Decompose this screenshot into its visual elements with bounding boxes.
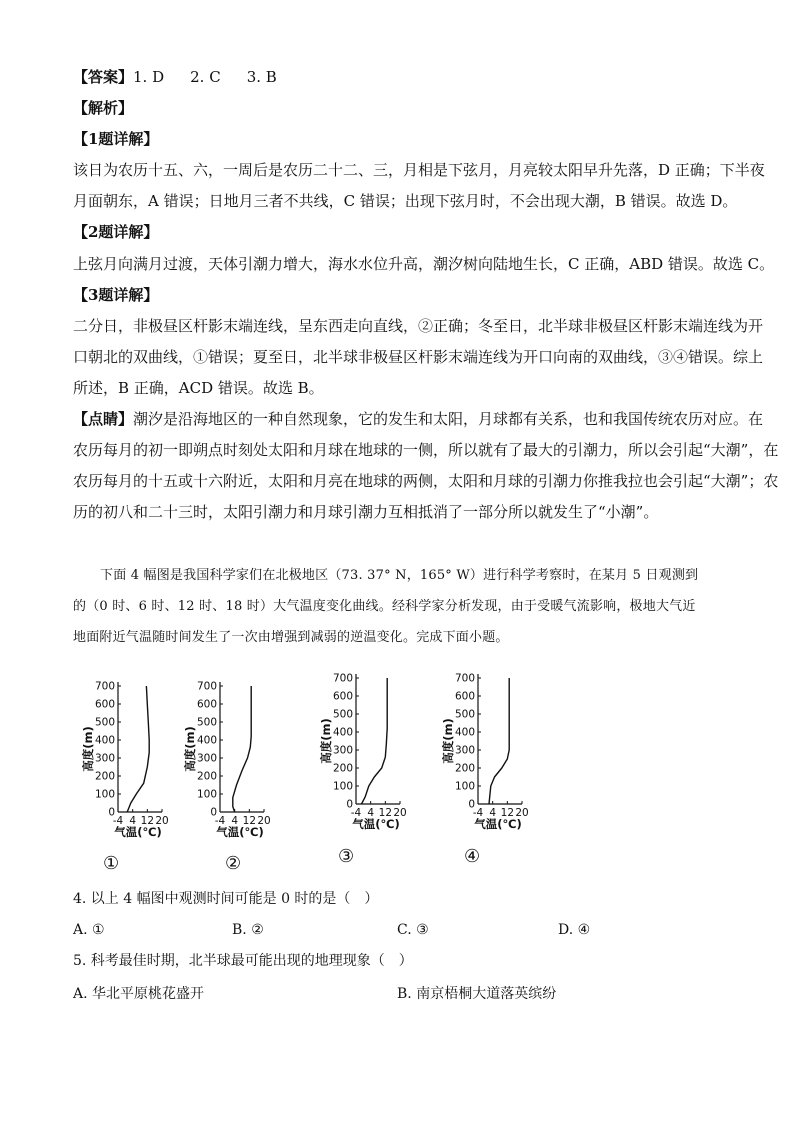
y-tick-label: 700 [196,680,217,693]
answer-item: 2. C [190,68,221,86]
chart-4 [438,670,558,844]
y-tick-label: 300 [196,752,217,765]
x-tick-label: -4 [350,807,362,819]
y-tick-label: 400 [94,734,115,747]
q1-line: 该日为农历十五、六，一周后是农历二十二、三，月相是下弦月，月亮较太阳早升先落，D 正确；下半夜 [73,161,765,179]
chart-2 [180,678,300,852]
y-tick-label: 700 [332,672,353,685]
y-tick-label: 500 [94,716,115,729]
answer-line [73,67,277,87]
y-tick-label: 500 [196,716,217,729]
q5-option-a[interactable]: A. 华北平原桃花盛开 [73,986,205,1002]
y-tick-label: 200 [94,770,115,783]
x-tick-label: 4 [489,807,497,819]
q3-line: 二分日，非极昼区杆影末端连线，呈东西走向直线，②正确；冬至日，北半球非极昼区杆影末端连线为开 [73,317,764,335]
y-tick-label: 200 [332,762,353,775]
q5-stem: 5. 科考最佳时期，北半球最可能出现的地理现象（ ） [73,953,413,969]
y-tick-label: 600 [94,698,115,711]
x-tick-label: -4 [214,815,226,827]
x-axis-label: 气温(℃) [216,825,264,839]
answer-item: 1. D [133,68,165,86]
x-tick-label: 12 [140,815,155,827]
x-tick-label: -4 [112,815,124,827]
x-tick-label: 20 [393,807,407,819]
x-tick-label: 4 [367,807,375,819]
x-axis-label: 气温(℃) [114,825,162,839]
y-tick-label: 600 [332,690,353,703]
x-tick-label: 12 [378,807,393,819]
analysis-heading: 【解析】 [73,99,134,117]
x-axis-label: 气温(℃) [474,817,522,831]
temperature-curve [233,686,251,812]
y-tick-label: 400 [332,726,353,739]
temperature-curve [127,686,149,812]
y-tick-label: 100 [196,788,217,801]
x-tick-label: -4 [472,807,484,819]
q2-heading: 【2题详解】 [73,223,159,241]
chart-svg [180,678,300,848]
q4-option-b[interactable]: B. ② [232,922,264,938]
x-tick-label: 4 [231,815,239,827]
tips-line: 农历每月的初一即朔点时刻处太阳和月球在地球的一侧，所以就有了最大的引潮力，所以会引起“大潮”，在 [73,441,779,459]
q4-option-d[interactable]: D. ④ [558,922,591,938]
y-axis-label: 高度(m) [81,726,95,772]
intro-line: 的（0 时、6 时、12 时、18 时）大气温度变化曲线。经科学家分析发现，由于受暖气流影响，极地大气近 [73,599,696,614]
y-tick-label: 600 [454,690,475,703]
y-tick-label: 500 [454,708,475,721]
y-axis-label: 高度(m) [319,718,333,764]
q3-line: 口朝北的双曲线，①错误；夏至日，北半球非极昼区杆影末端连线为开口向南的双曲线，③④错误。综上 [73,348,764,366]
y-tick-label: 400 [454,726,475,739]
y-tick-label: 0 [210,806,217,819]
q2-line: 上弦月向满月过渡，天体引潮力增大，海水水位升高，潮汐树向陆地生长，C 正确，ABD 错误。故选 C。 [73,255,775,273]
y-tick-label: 700 [94,680,115,693]
y-axis-label: 高度(m) [183,726,197,772]
y-tick-label: 600 [196,698,217,711]
answer-tag: 【答案】 [73,68,134,86]
x-tick-label: 12 [500,807,515,819]
answer-item: 3. B [246,68,277,86]
chart-3 [316,670,436,844]
y-tick-label: 300 [94,752,115,765]
q1-line: 月面朝东，A 错误；日地月三者不共线，C 错误；出现下弦月时，不会出现大潮，B 错误。故选 D。 [73,192,738,210]
y-tick-label: 200 [454,762,475,775]
y-tick-label: 0 [346,798,353,811]
y-tick-label: 300 [454,744,475,757]
chart-svg [438,670,558,840]
temperature-curve [362,678,388,804]
q3-heading: 【3题详解】 [73,286,159,304]
tips-line: 农历每月的十五或十六附近，太阳和月亮在地球的两侧，太阳和月球的引潮力你推我拉也会引起“大潮”；农 [73,472,779,490]
tips-line: 历的初八和二十三时，太阳引潮力和月球引潮力互相抵消了一部分所以就发生了“小潮”。 [73,503,659,521]
y-axis-label: 高度(m) [441,718,455,764]
temperature-curve [489,678,509,804]
y-tick-label: 200 [196,770,217,783]
q4-option-c[interactable]: C. ③ [397,922,429,938]
y-tick-label: 100 [94,788,115,801]
tips-heading: 【点睛】 [73,410,134,428]
x-axis-label: 气温(℃) [352,817,400,831]
x-tick-label: 20 [155,815,169,827]
chart-svg [316,670,436,840]
y-tick-label: 100 [454,780,475,793]
x-tick-label: 12 [242,815,257,827]
y-tick-label: 700 [454,672,475,685]
tips-text: 潮汐是沿海地区的一种自然现象，它的发生和太阳，月球都有关系，也和我国传统农历对应。在 [133,410,764,428]
tips-line-0 [73,409,763,429]
x-tick-label: 4 [129,815,137,827]
x-tick-label: 20 [515,807,529,819]
q4-option-a[interactable]: A. ① [73,922,105,938]
y-tick-label: 300 [332,744,353,757]
y-tick-label: 0 [468,798,475,811]
chart-2-label: ② [225,853,242,874]
chart-1-label: ① [103,853,120,874]
chart-3-label: ③ [338,846,355,867]
chart-4-label: ④ [464,846,481,867]
y-tick-label: 400 [196,734,217,747]
q1-heading: 【1题详解】 [73,130,159,148]
q5-option-b[interactable]: B. 南京梧桐大道落英缤纷 [397,986,557,1002]
intro-line: 地面附近气温随时间发生了一次由增强到减弱的逆温变化。完成下面小题。 [73,630,509,645]
y-tick-label: 0 [108,806,115,819]
intro-line: 下面 4 幅图是我国科学家们在北极地区（73. 37° N，165° W）进行科学考察时，在某月 5 日观测到 [100,568,699,583]
q4-stem: 4. 以上 4 幅图中观测时间可能是 0 时的是（ ） [73,891,379,907]
y-tick-label: 500 [332,708,353,721]
y-tick-label: 100 [332,780,353,793]
x-tick-label: 20 [257,815,271,827]
q3-line: 所述，B 正确，ACD 错误。故选 B。 [73,379,324,397]
